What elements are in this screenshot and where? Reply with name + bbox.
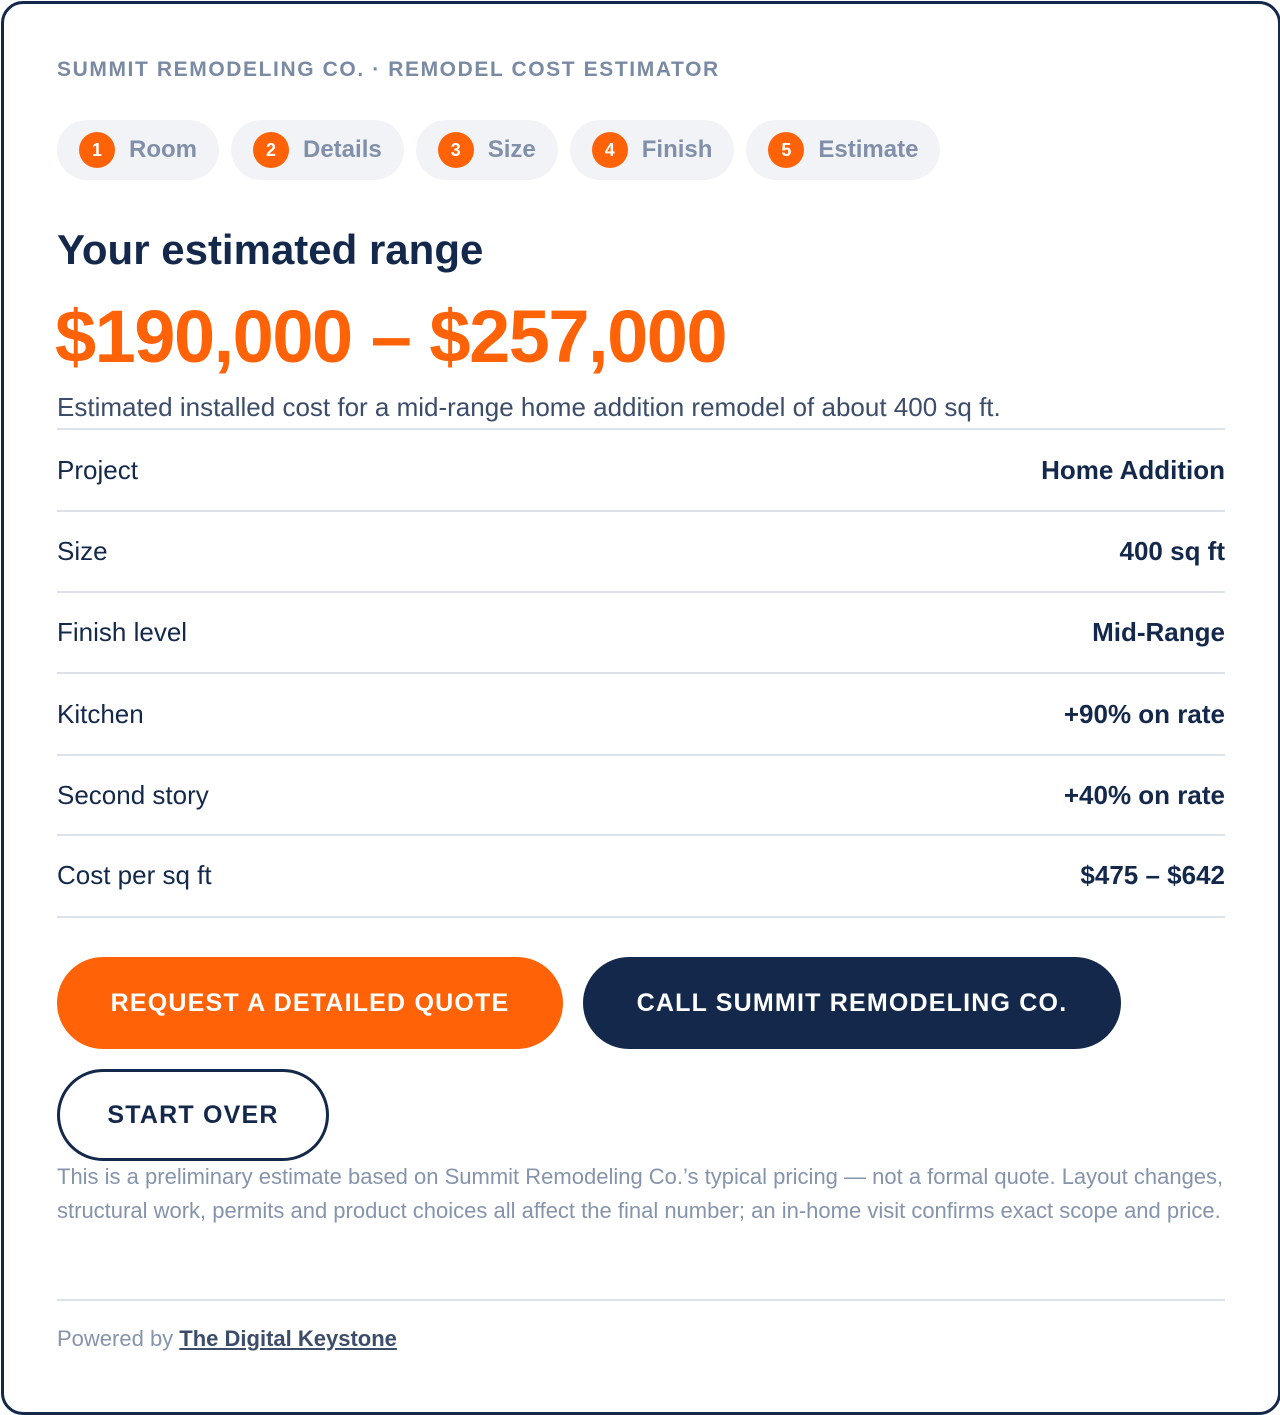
summary-label: Project	[57, 455, 138, 485]
estimated-range: $190,000 – $257,000	[55, 295, 727, 378]
summary-value: Home Addition	[1041, 455, 1225, 485]
summary-label: Second story	[57, 780, 209, 810]
result-heading: Your estimated range	[57, 226, 484, 273]
summary-value: $475 – $642	[1080, 860, 1225, 890]
step-number-badge: 4	[592, 132, 628, 168]
summary-value: +40% on rate	[1063, 780, 1225, 810]
summary-row-kitchen	[57, 674, 1225, 756]
summary-row-size	[57, 512, 1225, 593]
page-eyebrow: SUMMIT REMODELING CO. · REMODEL COST ESTIMATOR	[57, 58, 720, 81]
summary-row-second-story	[57, 756, 1225, 836]
step-number-badge: 1	[79, 132, 115, 168]
step-number-badge: 2	[253, 132, 289, 168]
footer-divider	[57, 1299, 1225, 1301]
step-size[interactable]	[416, 120, 558, 180]
call-company-button[interactable]: CALL SUMMIT REMODELING CO.	[583, 957, 1121, 1049]
summary-label: Kitchen	[57, 699, 144, 729]
estimate-disclaimer: This is a preliminary estimate based on Summit Remodeling Co.’s typical pricing — not a formal quote. Layout changes, structural work, permits and product choices all affect the final number; an in-home visit confirms exact scope and price.	[57, 1164, 1224, 1223]
summary-row-finish	[57, 593, 1225, 674]
summary-table	[57, 428, 1225, 918]
summary-label: Finish level	[57, 617, 188, 647]
start-over-button[interactable]: START OVER	[57, 1069, 329, 1161]
step-label: Size	[487, 136, 536, 163]
summary-value: Mid-Range	[1092, 617, 1225, 647]
step-label: Details	[303, 136, 382, 163]
step-finish[interactable]	[570, 120, 735, 180]
powered-by-link[interactable]: The Digital Keystone	[179, 1326, 397, 1351]
step-label: Room	[129, 136, 197, 163]
step-number-badge: 3	[438, 132, 474, 168]
step-details[interactable]	[231, 120, 404, 180]
step-estimate[interactable]	[746, 120, 940, 180]
summary-value: 400 sq ft	[1119, 536, 1225, 566]
summary-row-project	[57, 430, 1225, 512]
powered-by	[57, 1326, 397, 1352]
request-quote-button[interactable]: REQUEST A DETAILED QUOTE	[57, 957, 563, 1049]
step-number-badge: 5	[768, 132, 804, 168]
estimator-card	[1, 1, 1280, 1415]
step-label: Finish	[641, 136, 713, 163]
step-room[interactable]	[57, 120, 219, 180]
summary-row-cost-per-sqft	[57, 836, 1225, 918]
powered-by-prefix: Powered by	[57, 1326, 180, 1351]
step-progress	[57, 120, 940, 180]
result-description: Estimated installed cost for a mid-range home addition remodel of about 400 sq ft.	[57, 392, 1001, 422]
step-label: Estimate	[818, 136, 919, 163]
summary-label: Size	[57, 536, 108, 566]
summary-value: +90% on rate	[1063, 699, 1225, 729]
summary-label: Cost per sq ft	[57, 860, 212, 890]
